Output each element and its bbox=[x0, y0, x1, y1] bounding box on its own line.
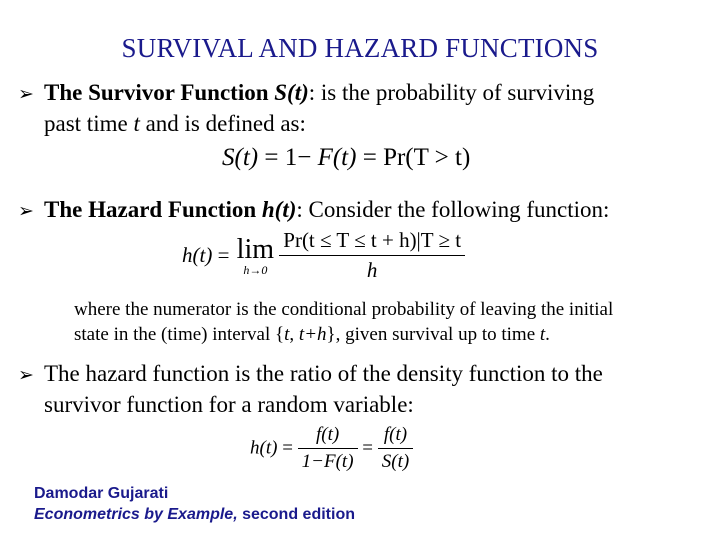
eq3-lhs: h(t) bbox=[250, 437, 278, 459]
ratio-line1: The hazard function is the ratio of the density function to the bbox=[44, 361, 603, 386]
equation-hazard-ratio bbox=[250, 424, 413, 473]
eq3-fraction-1 bbox=[298, 424, 358, 473]
eq3-fraction-2 bbox=[378, 424, 413, 473]
note-line2-d: }, given survival up to time bbox=[326, 324, 540, 345]
note-line2-c: , bbox=[289, 324, 299, 345]
slide-title: SURVIVAL AND HAZARD FUNCTIONS bbox=[121, 33, 599, 63]
survivor-line2-a: past time bbox=[44, 111, 134, 136]
footer-author: Damodar Gujarati bbox=[34, 485, 169, 502]
survivor-text: : is the probability of surviving bbox=[308, 80, 595, 105]
eq1-equals-a: = bbox=[264, 144, 279, 171]
eq1-one: 1 bbox=[284, 144, 298, 171]
eq3-num1: f(t) bbox=[315, 424, 340, 445]
eq1-F: F(t) bbox=[317, 144, 357, 171]
equation-hazard-limit bbox=[182, 228, 465, 283]
note-line2-t: t bbox=[284, 324, 290, 345]
eq2-equals: = bbox=[217, 243, 230, 267]
hazard-label: The Hazard Function bbox=[44, 197, 257, 222]
arrow-bullet-icon: ➢ bbox=[18, 200, 34, 222]
eq1-equals-b: = bbox=[362, 144, 377, 171]
eq1-pr: Pr(T > t) bbox=[383, 144, 471, 171]
note-line1: where the numerator is the conditional probability of leaving the initial bbox=[74, 299, 614, 320]
note-line2 bbox=[74, 322, 613, 347]
eq2-lim: lim bbox=[236, 233, 275, 265]
bullet-survivor-function bbox=[18, 78, 594, 138]
eq1-lhs: S(t) bbox=[222, 144, 259, 171]
eq2-limit bbox=[236, 233, 275, 277]
eq3-den2: S(t) bbox=[378, 448, 413, 473]
footer-citation bbox=[34, 483, 355, 525]
eq3-num2: f(t) bbox=[383, 424, 408, 445]
note-line2-th: t+h bbox=[298, 324, 327, 345]
eq3-equals-a: = bbox=[282, 437, 293, 459]
survivor-line2-b: and is defined as: bbox=[139, 111, 306, 136]
eq1-minus: − bbox=[297, 144, 312, 171]
eq3-equals-b: = bbox=[362, 437, 373, 459]
bullet-hazard-ratio bbox=[18, 359, 603, 419]
eq2-denominator: h bbox=[279, 255, 465, 283]
note-line2-e: . bbox=[545, 324, 550, 345]
eq2-fraction bbox=[279, 228, 465, 283]
equation-survivor bbox=[222, 144, 470, 172]
hazard-text: : Consider the following function: bbox=[296, 197, 610, 222]
numerator-note bbox=[74, 297, 613, 347]
eq3-den1: 1−F(t) bbox=[298, 448, 358, 473]
survivor-line2-t: t bbox=[133, 111, 140, 136]
hazard-fn: h(t) bbox=[261, 197, 297, 222]
footer-book: Econometrics by Example, bbox=[34, 506, 238, 523]
bullet-hazard-function bbox=[18, 195, 609, 226]
eq2-numerator: Pr(t ≤ T ≤ t + h)|T ≥ t bbox=[283, 228, 462, 252]
note-line2-t2: t bbox=[539, 324, 546, 345]
arrow-bullet-icon: ➢ bbox=[18, 83, 34, 105]
note-line2-a: state in the (time) interval { bbox=[74, 324, 285, 345]
arrow-bullet-icon: ➢ bbox=[18, 364, 34, 386]
survivor-label: The Survivor Function bbox=[44, 80, 269, 105]
footer-edition: second edition bbox=[237, 506, 355, 523]
survivor-fn: S(t) bbox=[274, 80, 309, 105]
ratio-line2: survivor function for a random variable: bbox=[44, 392, 414, 417]
eq2-lhs: h(t) bbox=[182, 243, 213, 267]
eq2-lim-sub: h→0 bbox=[243, 262, 268, 277]
